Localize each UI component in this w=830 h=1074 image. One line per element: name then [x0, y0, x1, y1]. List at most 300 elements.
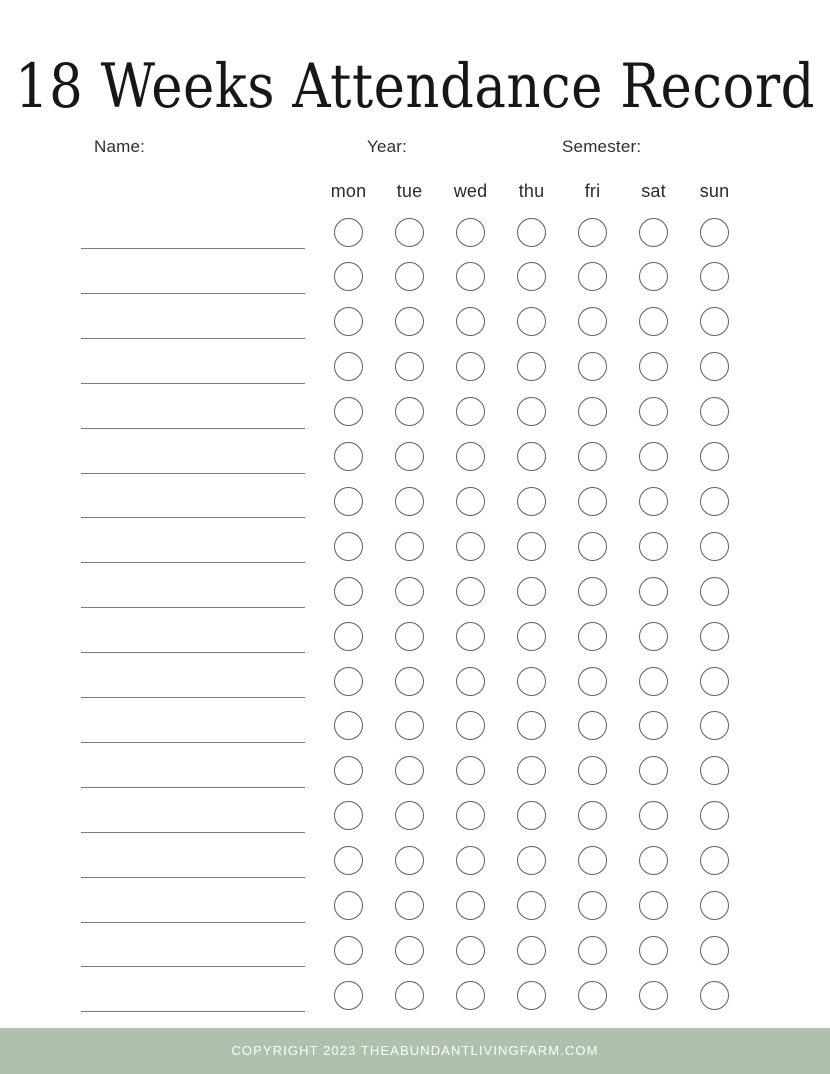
circle-checkbox-icon[interactable] [639, 711, 668, 740]
attendance-cell-tue[interactable] [379, 262, 440, 292]
attendance-cell-sun[interactable] [684, 576, 745, 606]
attendance-cell-fri[interactable] [562, 801, 623, 831]
attendance-cell-thu[interactable] [501, 756, 562, 786]
attendance-cell-sun[interactable] [684, 935, 745, 965]
circle-checkbox-icon[interactable] [700, 532, 729, 561]
circle-checkbox-icon[interactable] [456, 711, 485, 740]
attendance-cell-wed[interactable] [440, 352, 501, 382]
circle-checkbox-icon[interactable] [700, 307, 729, 336]
circle-checkbox-icon[interactable] [578, 711, 607, 740]
attendance-cell-thu[interactable] [501, 531, 562, 561]
circle-checkbox-icon[interactable] [395, 891, 424, 920]
attendance-cell-thu[interactable] [501, 352, 562, 382]
attendance-cell-thu[interactable] [501, 891, 562, 921]
attendance-cell-mon[interactable] [318, 576, 379, 606]
circle-checkbox-icon[interactable] [639, 487, 668, 516]
attendance-cell-sat[interactable] [623, 801, 684, 831]
attendance-cell-mon[interactable] [318, 666, 379, 696]
attendance-cell-wed[interactable] [440, 846, 501, 876]
attendance-cell-tue[interactable] [379, 217, 440, 247]
circle-checkbox-icon[interactable] [517, 397, 546, 426]
circle-checkbox-icon[interactable] [395, 756, 424, 785]
attendance-week-row [318, 262, 745, 292]
circle-checkbox-icon[interactable] [578, 218, 607, 247]
attendance-cell-mon[interactable] [318, 711, 379, 741]
attendance-cell-sat[interactable] [623, 756, 684, 786]
circle-checkbox-icon[interactable] [517, 487, 546, 516]
circle-checkbox-icon[interactable] [395, 307, 424, 336]
attendance-cell-mon[interactable] [318, 891, 379, 921]
attendance-cell-tue[interactable] [379, 307, 440, 337]
circle-checkbox-icon[interactable] [456, 936, 485, 965]
circle-checkbox-icon[interactable] [700, 622, 729, 651]
circle-checkbox-icon[interactable] [700, 936, 729, 965]
attendance-cell-tue[interactable] [379, 801, 440, 831]
circle-checkbox-icon[interactable] [578, 487, 607, 516]
day-header-sun: sun [699, 181, 730, 201]
day-header-thu: thu [518, 181, 545, 201]
attendance-cell-sun[interactable] [684, 756, 745, 786]
attendance-cell-tue[interactable] [379, 666, 440, 696]
attendance-cell-wed[interactable] [440, 666, 501, 696]
circle-checkbox-icon[interactable] [334, 981, 363, 1010]
name-line[interactable] [81, 697, 305, 698]
attendance-cell-mon[interactable] [318, 352, 379, 382]
attendance-cell-sat[interactable] [623, 531, 684, 561]
attendance-cell-tue[interactable] [379, 980, 440, 1010]
circle-checkbox-icon[interactable] [700, 352, 729, 381]
attendance-cell-mon[interactable] [318, 486, 379, 516]
attendance-cell-thu[interactable] [501, 980, 562, 1010]
circle-checkbox-icon[interactable] [395, 262, 424, 291]
circle-checkbox-icon[interactable] [395, 442, 424, 471]
attendance-cell-fri[interactable] [562, 486, 623, 516]
name-line[interactable] [81, 966, 305, 967]
attendance-cell-sat[interactable] [623, 891, 684, 921]
circle-checkbox-icon[interactable] [456, 801, 485, 830]
circle-checkbox-icon[interactable] [395, 622, 424, 651]
attendance-cell-sun[interactable] [684, 980, 745, 1010]
circle-checkbox-icon[interactable] [517, 711, 546, 740]
attendance-cell-thu[interactable] [501, 576, 562, 606]
attendance-cell-wed[interactable] [440, 442, 501, 472]
attendance-cell-wed[interactable] [440, 935, 501, 965]
circle-checkbox-icon[interactable] [334, 532, 363, 561]
circle-checkbox-icon[interactable] [395, 218, 424, 247]
attendance-cell-thu[interactable] [501, 846, 562, 876]
circle-checkbox-icon[interactable] [456, 218, 485, 247]
circle-checkbox-icon[interactable] [578, 846, 607, 875]
attendance-cell-tue[interactable] [379, 935, 440, 965]
field-label-semester: Semester: [562, 137, 642, 156]
attendance-cell-fri[interactable] [562, 397, 623, 427]
field-label-year: Year: [367, 137, 408, 156]
circle-checkbox-icon[interactable] [456, 262, 485, 291]
circle-checkbox-icon[interactable] [578, 981, 607, 1010]
attendance-cell-sun[interactable] [684, 711, 745, 741]
attendance-cell-fri[interactable] [562, 756, 623, 786]
circle-checkbox-icon[interactable] [334, 442, 363, 471]
circle-checkbox-icon[interactable] [639, 218, 668, 247]
name-line[interactable] [81, 607, 305, 608]
attendance-cell-wed[interactable] [440, 576, 501, 606]
name-line[interactable] [81, 383, 305, 384]
circle-checkbox-icon[interactable] [395, 711, 424, 740]
circle-checkbox-icon[interactable] [517, 981, 546, 1010]
circle-checkbox-icon[interactable] [578, 756, 607, 785]
attendance-cell-sat[interactable] [623, 217, 684, 247]
circle-checkbox-icon[interactable] [334, 622, 363, 651]
attendance-cell-fri[interactable] [562, 666, 623, 696]
attendance-cell-thu[interactable] [501, 217, 562, 247]
circle-checkbox-icon[interactable] [395, 577, 424, 606]
circle-checkbox-icon[interactable] [517, 577, 546, 606]
attendance-cell-sat[interactable] [623, 980, 684, 1010]
attendance-cell-fri[interactable] [562, 935, 623, 965]
attendance-cell-sun[interactable] [684, 307, 745, 337]
attendance-cell-sun[interactable] [684, 531, 745, 561]
name-line[interactable] [81, 293, 305, 294]
circle-checkbox-icon[interactable] [517, 756, 546, 785]
attendance-cell-mon[interactable] [318, 980, 379, 1010]
circle-checkbox-icon[interactable] [517, 891, 546, 920]
circle-checkbox-icon[interactable] [456, 532, 485, 561]
circle-checkbox-icon[interactable] [334, 397, 363, 426]
circle-checkbox-icon[interactable] [456, 577, 485, 606]
circle-checkbox-icon[interactable] [334, 801, 363, 830]
attendance-cell-wed[interactable] [440, 621, 501, 651]
attendance-cell-sun[interactable] [684, 666, 745, 696]
attendance-week-row [318, 666, 745, 696]
attendance-cell-mon[interactable] [318, 397, 379, 427]
name-line[interactable] [81, 562, 305, 563]
attendance-cell-wed[interactable] [440, 980, 501, 1010]
circle-checkbox-icon[interactable] [395, 801, 424, 830]
circle-checkbox-icon[interactable] [334, 352, 363, 381]
name-line[interactable] [81, 1011, 305, 1012]
name-line[interactable] [81, 428, 305, 429]
attendance-week-row [318, 486, 745, 516]
attendance-cell-sun[interactable] [684, 621, 745, 651]
name-line[interactable] [81, 787, 305, 788]
attendance-cell-tue[interactable] [379, 352, 440, 382]
circle-checkbox-icon[interactable] [700, 891, 729, 920]
name-line[interactable] [81, 922, 305, 923]
attendance-cell-fri[interactable] [562, 307, 623, 337]
circle-checkbox-icon[interactable] [639, 577, 668, 606]
day-header-wed: wed [453, 181, 488, 201]
attendance-cell-mon[interactable] [318, 801, 379, 831]
day-header-sat: sat [641, 181, 666, 201]
attendance-cell-wed[interactable] [440, 891, 501, 921]
circle-checkbox-icon[interactable] [700, 981, 729, 1010]
circle-checkbox-icon[interactable] [517, 936, 546, 965]
circle-checkbox-icon[interactable] [456, 442, 485, 471]
circle-checkbox-icon[interactable] [334, 307, 363, 336]
attendance-cell-tue[interactable] [379, 442, 440, 472]
circle-checkbox-icon[interactable] [639, 442, 668, 471]
attendance-cell-sat[interactable] [623, 621, 684, 651]
attendance-week-row [318, 576, 745, 606]
attendance-cell-sat[interactable] [623, 576, 684, 606]
circle-checkbox-icon[interactable] [578, 532, 607, 561]
attendance-cell-wed[interactable] [440, 307, 501, 337]
circle-checkbox-icon[interactable] [578, 622, 607, 651]
circle-checkbox-icon[interactable] [456, 667, 485, 696]
attendance-cell-thu[interactable] [501, 307, 562, 337]
name-line[interactable] [81, 877, 305, 878]
attendance-cell-fri[interactable] [562, 576, 623, 606]
circle-checkbox-icon[interactable] [700, 667, 729, 696]
attendance-cell-wed[interactable] [440, 262, 501, 292]
attendance-cell-mon[interactable] [318, 756, 379, 786]
attendance-cell-sun[interactable] [684, 486, 745, 516]
attendance-cell-mon[interactable] [318, 621, 379, 651]
attendance-cell-sat[interactable] [623, 666, 684, 696]
circle-checkbox-icon[interactable] [456, 352, 485, 381]
circle-checkbox-icon[interactable] [639, 667, 668, 696]
attendance-cell-fri[interactable] [562, 442, 623, 472]
circle-checkbox-icon[interactable] [334, 667, 363, 696]
circle-checkbox-icon[interactable] [334, 936, 363, 965]
circle-checkbox-icon[interactable] [578, 442, 607, 471]
attendance-cell-tue[interactable] [379, 711, 440, 741]
attendance-cell-fri[interactable] [562, 262, 623, 292]
circle-checkbox-icon[interactable] [639, 352, 668, 381]
attendance-cell-wed[interactable] [440, 531, 501, 561]
circle-checkbox-icon[interactable] [456, 397, 485, 426]
attendance-cell-wed[interactable] [440, 217, 501, 247]
circle-checkbox-icon[interactable] [700, 801, 729, 830]
attendance-cell-thu[interactable] [501, 666, 562, 696]
circle-checkbox-icon[interactable] [395, 397, 424, 426]
circle-checkbox-icon[interactable] [456, 622, 485, 651]
circle-checkbox-icon[interactable] [395, 936, 424, 965]
attendance-cell-wed[interactable] [440, 711, 501, 741]
name-line[interactable] [81, 473, 305, 474]
attendance-cell-fri[interactable] [562, 711, 623, 741]
attendance-cell-sun[interactable] [684, 846, 745, 876]
day-header-tue: tue [396, 181, 423, 201]
attendance-cell-mon[interactable] [318, 442, 379, 472]
attendance-cell-sun[interactable] [684, 801, 745, 831]
circle-checkbox-icon[interactable] [334, 262, 363, 291]
attendance-cell-mon[interactable] [318, 531, 379, 561]
attendance-week-row [318, 980, 745, 1010]
circle-checkbox-icon[interactable] [456, 307, 485, 336]
attendance-week-row [318, 621, 745, 651]
attendance-cell-thu[interactable] [501, 935, 562, 965]
circle-checkbox-icon[interactable] [334, 846, 363, 875]
attendance-cell-mon[interactable] [318, 846, 379, 876]
circle-checkbox-icon[interactable] [395, 981, 424, 1010]
circle-checkbox-icon[interactable] [578, 936, 607, 965]
circle-checkbox-icon[interactable] [456, 846, 485, 875]
attendance-cell-wed[interactable] [440, 756, 501, 786]
circle-checkbox-icon[interactable] [456, 981, 485, 1010]
circle-checkbox-icon[interactable] [578, 577, 607, 606]
circle-checkbox-icon[interactable] [517, 801, 546, 830]
circle-checkbox-icon[interactable] [456, 891, 485, 920]
attendance-cell-thu[interactable] [501, 486, 562, 516]
circle-checkbox-icon[interactable] [395, 532, 424, 561]
attendance-cell-tue[interactable] [379, 846, 440, 876]
circle-checkbox-icon[interactable] [578, 801, 607, 830]
circle-checkbox-icon[interactable] [334, 756, 363, 785]
attendance-cell-sun[interactable] [684, 397, 745, 427]
attendance-cell-wed[interactable] [440, 397, 501, 427]
attendance-cell-fri[interactable] [562, 891, 623, 921]
circle-checkbox-icon[interactable] [517, 352, 546, 381]
attendance-cell-wed[interactable] [440, 801, 501, 831]
attendance-cell-sun[interactable] [684, 891, 745, 921]
attendance-cell-fri[interactable] [562, 846, 623, 876]
attendance-week-row [318, 711, 745, 741]
circle-checkbox-icon[interactable] [578, 262, 607, 291]
circle-checkbox-icon[interactable] [700, 756, 729, 785]
day-header-mon: mon [330, 181, 367, 201]
attendance-cell-thu[interactable] [501, 262, 562, 292]
attendance-week-row [318, 756, 745, 786]
circle-checkbox-icon[interactable] [639, 981, 668, 1010]
circle-checkbox-icon[interactable] [639, 891, 668, 920]
attendance-cell-sun[interactable] [684, 442, 745, 472]
attendance-cell-mon[interactable] [318, 935, 379, 965]
circle-checkbox-icon[interactable] [517, 218, 546, 247]
attendance-week-row [318, 846, 745, 876]
attendance-cell-tue[interactable] [379, 531, 440, 561]
attendance-week-row [318, 531, 745, 561]
attendance-cell-tue[interactable] [379, 486, 440, 516]
circle-checkbox-icon[interactable] [334, 711, 363, 740]
attendance-cell-tue[interactable] [379, 576, 440, 606]
attendance-cell-sat[interactable] [623, 711, 684, 741]
circle-checkbox-icon[interactable] [700, 218, 729, 247]
attendance-week-row [318, 352, 745, 382]
circle-checkbox-icon[interactable] [700, 397, 729, 426]
name-line[interactable] [81, 832, 305, 833]
attendance-cell-sat[interactable] [623, 262, 684, 292]
circle-checkbox-icon[interactable] [334, 487, 363, 516]
copyright-text: COPYRIGHT 2023 THEABUNDANTLIVINGFARM.COM [231, 1043, 599, 1058]
circle-checkbox-icon[interactable] [456, 487, 485, 516]
attendance-cell-fri[interactable] [562, 531, 623, 561]
circle-checkbox-icon[interactable] [700, 442, 729, 471]
circle-checkbox-icon[interactable] [517, 622, 546, 651]
circle-checkbox-icon[interactable] [639, 397, 668, 426]
attendance-week-row [318, 217, 745, 247]
circle-checkbox-icon[interactable] [517, 307, 546, 336]
circle-checkbox-icon[interactable] [517, 442, 546, 471]
circle-checkbox-icon[interactable] [639, 532, 668, 561]
attendance-cell-sat[interactable] [623, 935, 684, 965]
attendance-cell-tue[interactable] [379, 397, 440, 427]
name-line[interactable] [81, 248, 305, 249]
circle-checkbox-icon[interactable] [395, 487, 424, 516]
attendance-cell-sat[interactable] [623, 846, 684, 876]
circle-checkbox-icon[interactable] [639, 846, 668, 875]
circle-checkbox-icon[interactable] [700, 262, 729, 291]
circle-checkbox-icon[interactable] [456, 756, 485, 785]
circle-checkbox-icon[interactable] [639, 801, 668, 830]
circle-checkbox-icon[interactable] [395, 352, 424, 381]
circle-checkbox-icon[interactable] [517, 532, 546, 561]
attendance-cell-thu[interactable] [501, 621, 562, 651]
circle-checkbox-icon[interactable] [639, 262, 668, 291]
page-title: 18 Weeks Attendance Record [14, 50, 816, 122]
circle-checkbox-icon[interactable] [639, 622, 668, 651]
circle-checkbox-icon[interactable] [700, 846, 729, 875]
attendance-cell-sun[interactable] [684, 352, 745, 382]
attendance-cell-sun[interactable] [684, 217, 745, 247]
circle-checkbox-icon[interactable] [334, 218, 363, 247]
circle-checkbox-icon[interactable] [517, 262, 546, 291]
circle-checkbox-icon[interactable] [395, 846, 424, 875]
field-label-name: Name: [94, 137, 146, 156]
attendance-week-row [318, 935, 745, 965]
attendance-cell-thu[interactable] [501, 442, 562, 472]
attendance-cell-fri[interactable] [562, 352, 623, 382]
circle-checkbox-icon[interactable] [578, 397, 607, 426]
attendance-week-row [318, 801, 745, 831]
attendance-cell-fri[interactable] [562, 217, 623, 247]
attendance-cell-thu[interactable] [501, 711, 562, 741]
circle-checkbox-icon[interactable] [395, 667, 424, 696]
circle-checkbox-icon[interactable] [639, 936, 668, 965]
attendance-cell-fri[interactable] [562, 980, 623, 1010]
attendance-cell-fri[interactable] [562, 621, 623, 651]
attendance-cell-mon[interactable] [318, 217, 379, 247]
attendance-cell-sat[interactable] [623, 307, 684, 337]
circle-checkbox-icon[interactable] [639, 756, 668, 785]
attendance-week-row [318, 891, 745, 921]
attendance-cell-sun[interactable] [684, 262, 745, 292]
circle-checkbox-icon[interactable] [578, 307, 607, 336]
circle-checkbox-icon[interactable] [700, 487, 729, 516]
attendance-cell-sat[interactable] [623, 397, 684, 427]
attendance-cell-tue[interactable] [379, 891, 440, 921]
circle-checkbox-icon[interactable] [517, 846, 546, 875]
name-line[interactable] [81, 517, 305, 518]
attendance-cell-sat[interactable] [623, 486, 684, 516]
circle-checkbox-icon[interactable] [700, 577, 729, 606]
attendance-cell-tue[interactable] [379, 756, 440, 786]
circle-checkbox-icon[interactable] [578, 352, 607, 381]
circle-checkbox-icon[interactable] [700, 711, 729, 740]
circle-checkbox-icon[interactable] [517, 667, 546, 696]
circle-checkbox-icon[interactable] [578, 667, 607, 696]
attendance-cell-thu[interactable] [501, 397, 562, 427]
attendance-cell-thu[interactable] [501, 801, 562, 831]
name-line[interactable] [81, 652, 305, 653]
attendance-cell-wed[interactable] [440, 486, 501, 516]
attendance-cell-tue[interactable] [379, 621, 440, 651]
circle-checkbox-icon[interactable] [639, 307, 668, 336]
attendance-week-row [318, 397, 745, 427]
name-line[interactable] [81, 742, 305, 743]
day-header-fri: fri [584, 181, 601, 201]
name-lines-area [81, 0, 307, 1074]
circle-checkbox-icon[interactable] [578, 891, 607, 920]
name-line[interactable] [81, 338, 305, 339]
attendance-cell-mon[interactable] [318, 307, 379, 337]
attendance-cell-mon[interactable] [318, 262, 379, 292]
attendance-cell-sat[interactable] [623, 442, 684, 472]
footer-bar [0, 1028, 830, 1074]
circle-checkbox-icon[interactable] [334, 577, 363, 606]
attendance-cell-sat[interactable] [623, 352, 684, 382]
circle-checkbox-icon[interactable] [334, 891, 363, 920]
